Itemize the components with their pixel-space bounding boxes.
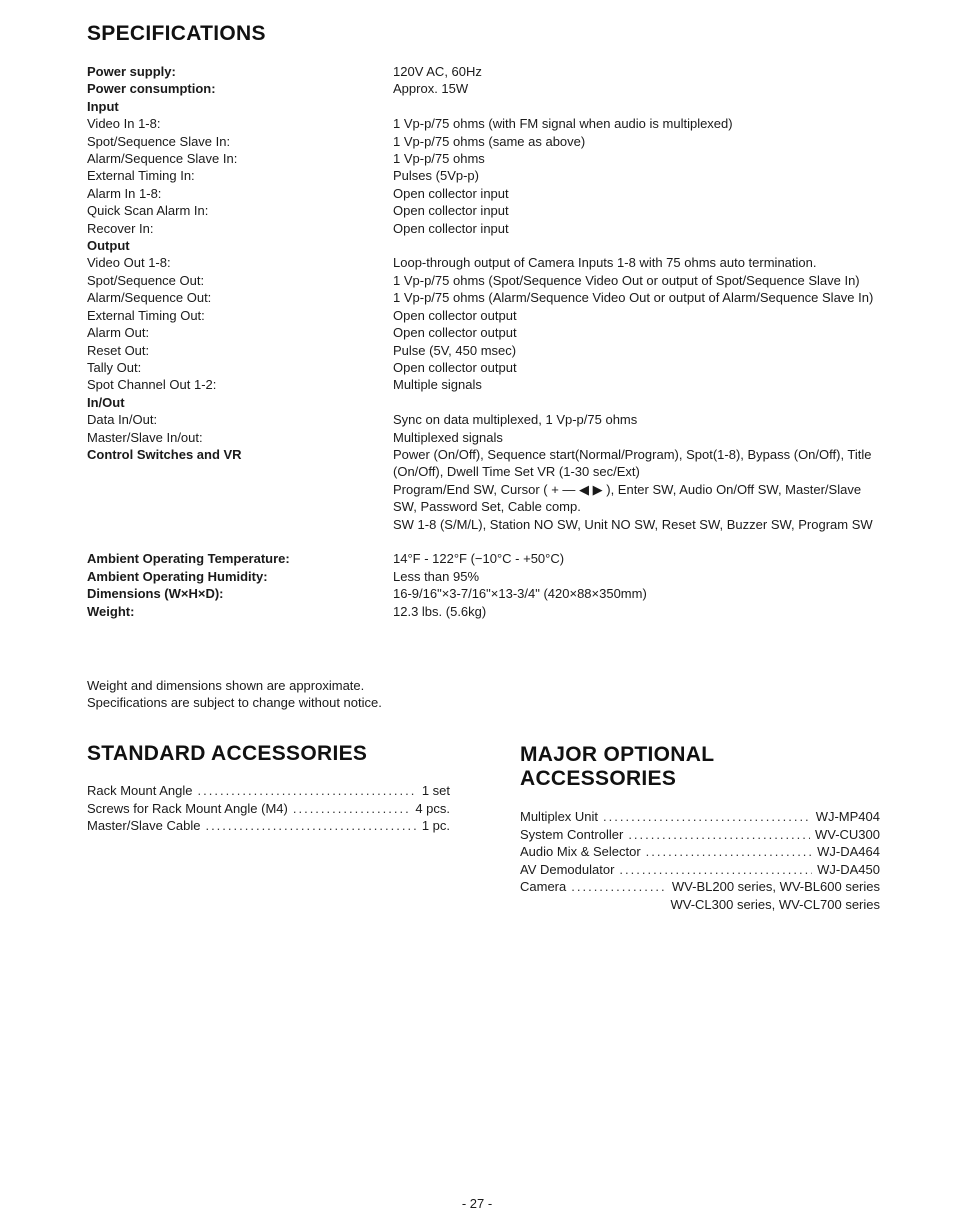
spec-label: Alarm In 1-8: bbox=[87, 185, 162, 201]
spec-value: Pulse (5V, 450 msec) bbox=[393, 342, 517, 358]
spec-value: 12.3 lbs. (5.6kg) bbox=[393, 603, 487, 619]
spec-row-data-in-out bbox=[87, 411, 887, 428]
spec-label: Spot/Sequence Out: bbox=[87, 272, 205, 288]
spec-label: Alarm/Sequence Slave In: bbox=[87, 151, 238, 167]
spec-label: Dimensions (W×H×D): bbox=[87, 586, 224, 602]
optional-accessories-title: MAJOR OPTIONAL ACCESSORIES bbox=[520, 743, 714, 790]
spec-value: Sync on data multiplexed, 1 Vp-p/75 ohms bbox=[393, 412, 638, 428]
spec-label: Weight: bbox=[87, 603, 135, 619]
dot-leader bbox=[293, 800, 410, 818]
item-name: Camera bbox=[520, 879, 567, 895]
item-model-continued: WV-CL300 series, WV-CL700 series bbox=[670, 896, 880, 912]
spec-row-alarm-slave-in bbox=[87, 150, 887, 167]
spec-label: Power consumption: bbox=[87, 81, 216, 97]
spec-label: Ambient Operating Humidity: bbox=[87, 568, 268, 584]
spec-row-ext-timing-in bbox=[87, 167, 887, 184]
spec-label: Recover In: bbox=[87, 220, 154, 236]
section-heading: In/Out bbox=[87, 394, 125, 410]
dot-leader bbox=[198, 782, 417, 800]
specifications-title: SPECIFICATIONS bbox=[87, 22, 266, 45]
dot-leader bbox=[205, 817, 416, 835]
spec-value: 1 Vp-p/75 ohms (with FM signal when audio is multiplexed) bbox=[393, 116, 733, 132]
spec-row-reset-out bbox=[87, 342, 887, 359]
spec-section-input bbox=[87, 98, 887, 115]
spec-value: Open collector input bbox=[393, 220, 509, 236]
spec-value: Loop-through output of Camera Inputs 1-8 with 75 ohms auto termination. bbox=[393, 255, 817, 271]
spec-row-power-supply bbox=[87, 63, 887, 80]
spec-value: 120V AC, 60Hz bbox=[393, 64, 482, 79]
spec-label: Control Switches and VR bbox=[87, 446, 242, 462]
spec-label: Alarm/Sequence Out: bbox=[87, 290, 212, 306]
dot-leader bbox=[603, 808, 811, 826]
item-model: WJ-MP404 bbox=[815, 809, 880, 824]
spec-label: Reset Out: bbox=[87, 342, 150, 358]
spec-row-alarm-seq-out bbox=[87, 289, 887, 306]
section-heading: Input bbox=[87, 98, 119, 114]
spec-value: Multiplexed signals bbox=[393, 429, 503, 445]
dot-leader bbox=[571, 878, 667, 896]
spec-value: Less than 95% bbox=[393, 568, 480, 584]
spec-value: Approx. 15W bbox=[393, 81, 469, 97]
spec-label: Master/Slave In/out: bbox=[87, 429, 203, 445]
spec-value: 1 Vp-p/75 ohms bbox=[393, 151, 485, 167]
spec-label: Power supply: bbox=[87, 64, 176, 79]
item-quantity: 4 pcs. bbox=[415, 800, 450, 816]
spec-row-video-in bbox=[87, 115, 887, 132]
dot-leader bbox=[628, 826, 810, 844]
spec-value: 16-9/16"×3-7/16"×13-3/4" (420×88×350mm) bbox=[393, 586, 647, 602]
spec-label: Spot Channel Out 1-2: bbox=[87, 377, 217, 393]
spec-row-spot-out bbox=[87, 272, 887, 289]
optional-accessories-list bbox=[520, 808, 880, 914]
spec-row-control-switches bbox=[87, 446, 887, 533]
spec-label: Alarm Out: bbox=[87, 325, 150, 341]
note-approximate: Weight and dimensions shown are approximate. bbox=[87, 678, 365, 693]
spec-value: Open collector output bbox=[393, 307, 517, 323]
spec-label: External Timing In: bbox=[87, 168, 195, 184]
standard-accessories-title: STANDARD ACCESSORIES bbox=[87, 742, 368, 765]
list-item bbox=[520, 843, 880, 861]
standard-accessories-list bbox=[87, 782, 450, 835]
spec-row-master-slave bbox=[87, 429, 887, 446]
list-item bbox=[520, 878, 880, 896]
item-name: System Controller bbox=[520, 826, 624, 842]
spec-value-line2: Program/End SW, Cursor ( + — ◀ ▶ ), Enter SW, Audio On/Off SW, Master/Slave SW, Password Set, Cable comp. bbox=[393, 481, 862, 515]
spec-section-in-out bbox=[87, 394, 887, 411]
list-item bbox=[87, 817, 450, 835]
specifications-table bbox=[87, 63, 887, 620]
item-name: Screws for Rack Mount Angle (M4) bbox=[87, 800, 288, 816]
spec-value-line1: Power (On/Off), Sequence start(Normal/Program), Spot(1-8), Bypass (On/Off), Title (On/Off), Dwell Time Set VR (1-30 sec/Ext) bbox=[393, 446, 872, 480]
spec-value: Open collector input bbox=[393, 203, 509, 219]
item-model: WJ-DA464 bbox=[817, 844, 880, 860]
spec-row-recover-in bbox=[87, 220, 887, 237]
list-item bbox=[87, 800, 450, 818]
spec-row-ambient-temp bbox=[87, 550, 887, 567]
spec-notes bbox=[87, 677, 382, 712]
spec-value-empty bbox=[393, 237, 879, 254]
spec-value: 1 Vp-p/75 ohms (Alarm/Sequence Video Out or output of Alarm/Sequence Slave In) bbox=[393, 290, 874, 306]
spec-label: Data In/Out: bbox=[87, 412, 158, 428]
spec-label: Video In 1-8: bbox=[87, 116, 161, 132]
spec-row-ambient-humidity bbox=[87, 568, 887, 585]
spec-row-alarm-out bbox=[87, 324, 887, 341]
item-name: Rack Mount Angle bbox=[87, 783, 193, 798]
dot-leader bbox=[619, 861, 812, 879]
spec-value: 14°F - 122°F (−10°C - +50°C) bbox=[393, 551, 565, 567]
spec-value: Open collector output bbox=[393, 325, 517, 341]
list-item bbox=[520, 826, 880, 844]
note-change-notice: Specifications are subject to change without notice. bbox=[87, 695, 382, 711]
spec-value: Pulses (5Vp-p) bbox=[393, 168, 479, 184]
spec-label: Ambient Operating Temperature: bbox=[87, 551, 290, 567]
spec-row-quick-scan bbox=[87, 202, 887, 219]
item-quantity: 1 set bbox=[421, 783, 450, 798]
spec-value: Multiple signals bbox=[393, 377, 482, 393]
list-item bbox=[520, 808, 880, 826]
spec-row-tally-out bbox=[87, 359, 887, 376]
item-name: Multiplex Unit bbox=[520, 809, 599, 824]
spec-value: Open collector input bbox=[393, 185, 509, 201]
item-model: WV-CU300 bbox=[814, 826, 880, 842]
spec-section-output bbox=[87, 237, 887, 254]
item-model: WJ-DA450 bbox=[817, 861, 880, 877]
spacer bbox=[87, 533, 887, 550]
spec-row-weight bbox=[87, 603, 887, 620]
item-quantity: 1 pc. bbox=[421, 818, 450, 834]
spec-value-empty bbox=[393, 98, 879, 115]
spec-value: Open collector output bbox=[393, 359, 517, 375]
spec-row-alarm-in bbox=[87, 185, 887, 202]
item-name: Master/Slave Cable bbox=[87, 818, 201, 834]
item-name: AV Demodulator bbox=[520, 861, 615, 877]
spec-label: Video Out 1-8: bbox=[87, 255, 171, 271]
spec-label: Spot/Sequence Slave In: bbox=[87, 133, 231, 149]
spec-row-video-out bbox=[87, 254, 887, 271]
list-item bbox=[87, 782, 450, 800]
spec-value-empty bbox=[393, 394, 879, 411]
spec-value-line3: SW 1-8 (S/M/L), Station NO SW, Unit NO SW, Reset SW, Buzzer SW, Program SW bbox=[393, 516, 873, 532]
item-model: WV-BL200 series, WV-BL600 series bbox=[671, 879, 880, 895]
page-number: - 27 - bbox=[461, 1196, 493, 1211]
section-heading: Output bbox=[87, 238, 130, 254]
spec-label: Tally Out: bbox=[87, 359, 142, 375]
dot-leader bbox=[646, 843, 812, 861]
spec-row-power-consumption bbox=[87, 80, 887, 97]
item-name: Audio Mix & Selector bbox=[520, 844, 641, 860]
spec-row-dimensions bbox=[87, 585, 887, 602]
spec-label: Quick Scan Alarm In: bbox=[87, 203, 209, 219]
spec-row-ext-timing-out bbox=[87, 307, 887, 324]
spec-row-spot-channel-out bbox=[87, 376, 887, 393]
spec-value: 1 Vp-p/75 ohms (same as above) bbox=[393, 133, 586, 149]
spec-value: 1 Vp-p/75 ohms (Spot/Sequence Video Out or output of Spot/Sequence Slave In) bbox=[393, 272, 860, 288]
list-item bbox=[520, 861, 880, 879]
spec-label: External Timing Out: bbox=[87, 307, 205, 323]
spec-row-spot-slave-in bbox=[87, 133, 887, 150]
